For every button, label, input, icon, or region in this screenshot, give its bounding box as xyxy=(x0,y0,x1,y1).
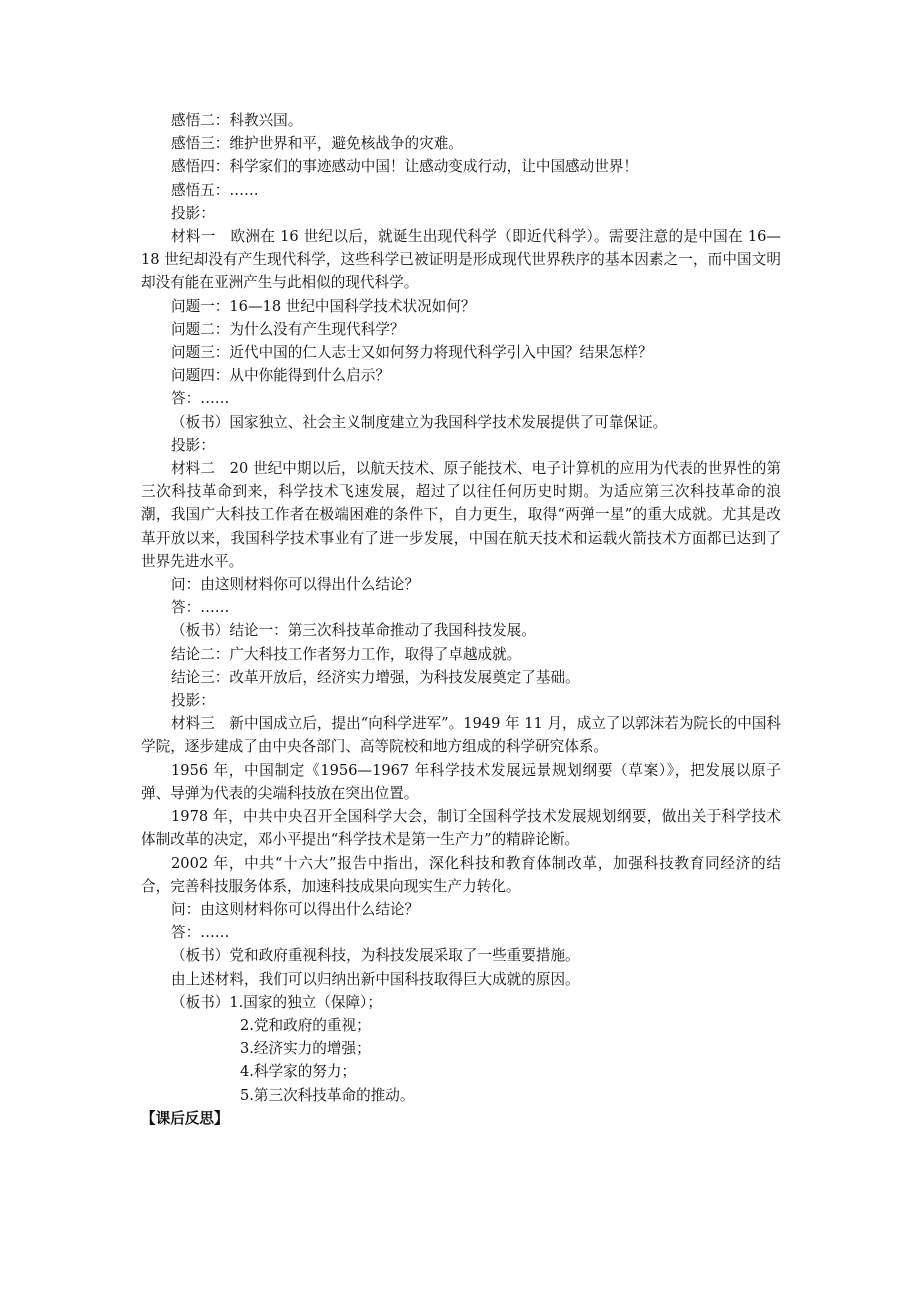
text-line: 感悟五：…… xyxy=(171,181,259,199)
text-line: 投影： xyxy=(171,436,215,454)
list-item: 3.经济实力的增强； xyxy=(240,1040,371,1058)
list-item: 2.党和政府的重视； xyxy=(240,1016,371,1034)
question-line: 问题一：16—18 世纪中国科学技术状况如何？ xyxy=(171,297,476,315)
material-paragraph: 材料一 欧洲在 16 世纪以后，就诞生出现代科学（即近代科学）。需要注意的是中国在 16—18 世纪却没有产生现代科学，这些科学已被证明是形成现代世界秩序的基本因素之一，而中国文明却没有能在亚洲产生与此相似的现代科学。 xyxy=(141,228,781,292)
material-paragraph: 材料三 新中国成立后，提出“向科学进军”。1949 年 11 月，成立了以郭沫若为院长的中国科学院，逐步建成了由中央各部门、高等院校和地方组成的科学研究体系。 xyxy=(141,715,781,756)
question-line: 问题三：近代中国的仁人志士又如何努力将现代科学引入中国？结果怎样？ xyxy=(171,344,653,362)
material-paragraph: 材料二 20 世纪中期以后，以航天技术、原子能技术、电子计算机的应用为代表的世界性的第三次科技革命到来，科学技术飞速发展，超过了以往任何历史时期。为适应第三次科技革命的浪潮，我国广大科技工作者在极端困难的条件下，自力更生，取得“两弹一星”的重大成就。尤其是改革开放以来，我国科学技术事业有了进一步发展，中国在航天技术和运载火箭技术方面都已达到了世界先进水平。 xyxy=(141,460,781,570)
document-body xyxy=(141,109,781,1130)
text-line: 答：…… xyxy=(171,390,230,408)
board-note: （板书）党和政府重视科技，为科技发展采取了一些重要措施。 xyxy=(171,947,580,965)
list-item: 4.科学家的努力； xyxy=(240,1063,357,1081)
material-paragraph: 1956 年，中国制定《1956—1967 年科学技术发展远景规划纲要（草案）》，把发展以原子弹、导弹为代表的尖端科技放在突出位置。 xyxy=(141,761,781,802)
board-note: （板书）国家独立、社会主义制度建立为我国科学技术发展提供了可靠保证。 xyxy=(171,413,668,431)
section-heading: 【课后反思】 xyxy=(141,1109,229,1127)
material-paragraph: 2002 年，中共“十六大”报告中指出，深化科技和教育体制改革，加强科技教育同经济的结合，完善科技服务体系，加速科技成果向现实生产力转化。 xyxy=(141,854,781,895)
text-line: 感悟三：维护世界和平，避免核战争的灾难。 xyxy=(171,135,463,153)
list-item: 5.第三次科技革命的推动。 xyxy=(240,1086,415,1104)
text-line: 结论二：广大科技工作者努力工作，取得了卓越成就。 xyxy=(171,645,522,663)
board-note: （板书）结论一：第三次科技革命推动了我国科技发展。 xyxy=(171,622,536,640)
text-line: 投影： xyxy=(171,204,215,222)
question-line: 问题四：从中你能得到什么启示？ xyxy=(171,367,390,385)
text-line: 答：…… xyxy=(171,599,230,617)
question-line: 问：由这则材料你可以得出什么结论？ xyxy=(171,576,420,594)
board-note: （板书）1.国家的独立（保障）； xyxy=(171,993,382,1011)
material-paragraph: 1978 年，中共中央召开全国科学大会，制订全国科学技术发展规划纲要，做出关于科学技术体制改革的决定，邓小平提出“科学技术是第一生产力”的精辟论断。 xyxy=(141,808,781,849)
text-line: 答：…… xyxy=(171,924,230,942)
text-line: 投影： xyxy=(171,692,215,710)
question-line: 问题二：为什么没有产生现代科学？ xyxy=(171,320,405,338)
text-line: 感悟四：科学家们的事迹感动中国！让感动变成行动，让中国感动世界！ xyxy=(171,158,639,176)
text-line: 结论三：改革开放后，经济实力增强，为科技发展奠定了基础。 xyxy=(171,668,580,686)
text-line: 感悟二：科教兴国。 xyxy=(171,112,303,129)
text-line: 由上述材料，我们可以归纳出新中国科技取得巨大成就的原因。 xyxy=(171,970,580,988)
question-line: 问：由这则材料你可以得出什么结论？ xyxy=(171,900,420,918)
